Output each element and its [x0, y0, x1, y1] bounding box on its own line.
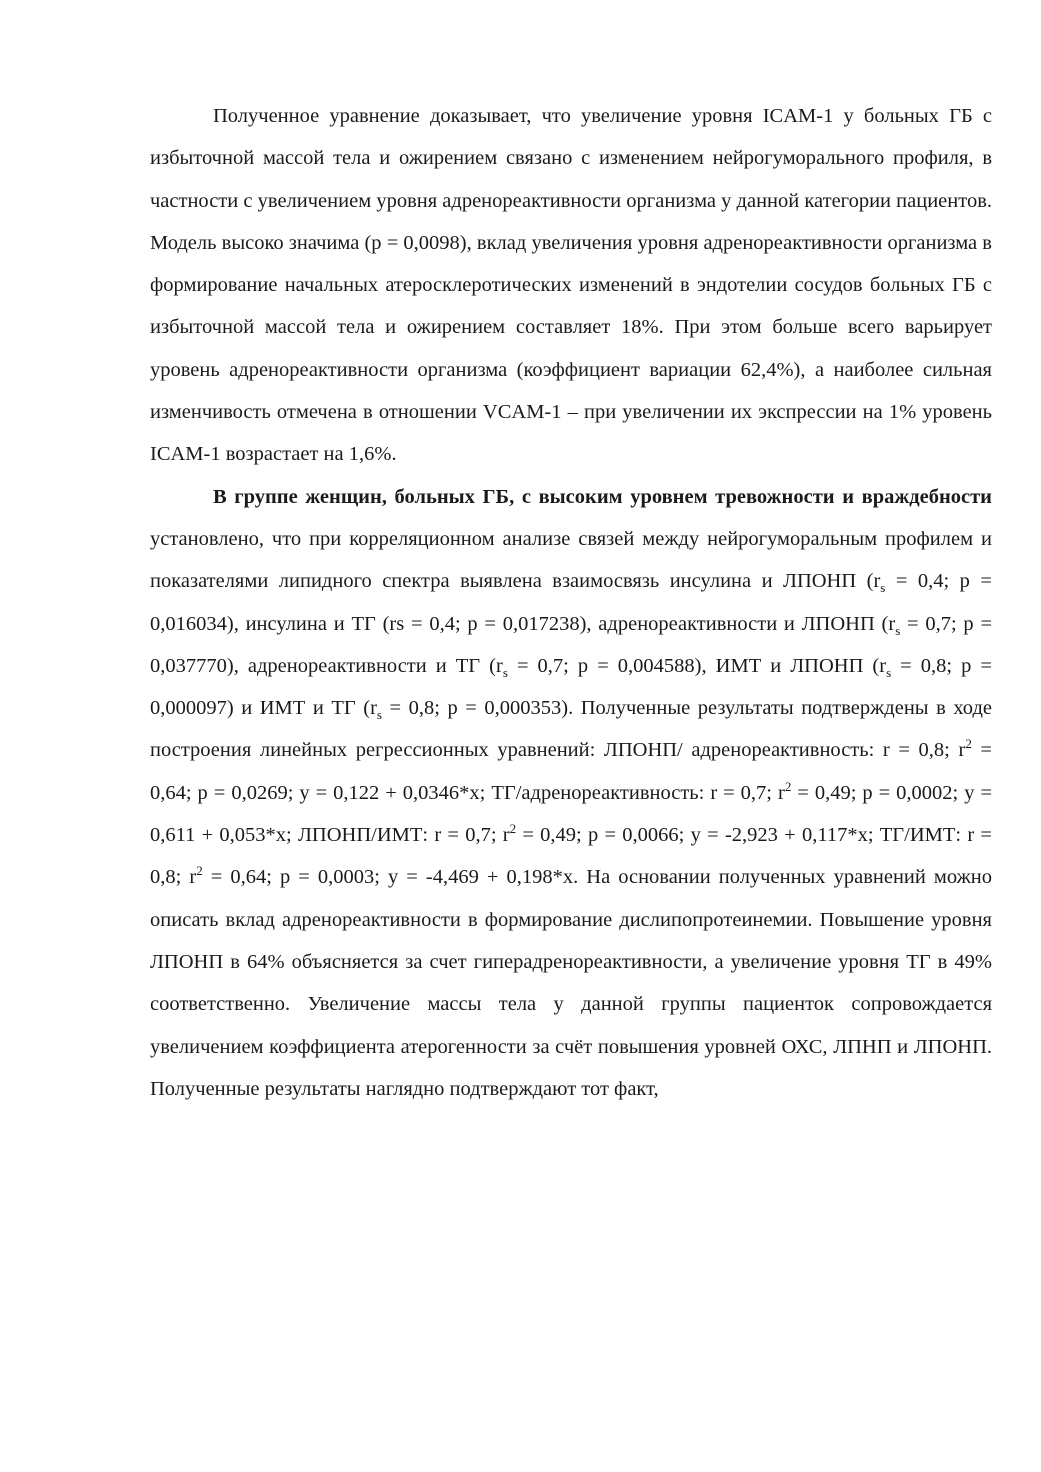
text-segment: установлено, что при корреляционном анализе связей между нейрогуморальным профилем и показателями липидного спектра выявлена взаимосвязь инсулина и ЛПОНП (r	[150, 527, 992, 593]
document-page	[150, 95, 992, 1110]
text-segment: = 0,64; p = 0,0003; y = -4,469 + 0,198*x. На основании полученных уравнений можно описать вклад адренореактивности в формирование дислипопротеинемии. Повышение уровня ЛПОНП в 64% объясняется за счет гиперадренореактивности, а увеличение уровня ТГ в 49% соответственно. Увеличение массы тела у данной группы пациенток сопровождается увеличением коэффициента атерогенности за счёт повышения уровней ОХС, ЛПНП и ЛПОНП. Полученные результаты наглядно подтверждают тот факт,	[150, 866, 992, 1100]
paragraph-2	[150, 476, 992, 1110]
text-segment: = 0,4; p = 0,016034), инсулина и ТГ (rs = 0,4; p = 0,017238), адренореактивности и ЛПОНП (r	[150, 570, 992, 635]
subscript-s: s	[880, 580, 886, 596]
text-segment: = 0,49; p = 0,0066; y = -2,923 + 0,117*x; ТГ/ИМТ: r = 0,8; r	[150, 824, 992, 889]
paragraph-1	[150, 95, 992, 476]
paragraph-1-text: Полученное уравнение доказывает, что увеличение уровня ICAM-1 у больных ГБ с избыточной массой тела и ожирением связано с изменением нейрогуморального профиля, в частности с увеличением уровня адренореактивности организма у данной категории пациентов. Модель высоко значима (p = 0,0098), вклад увеличения уровня адренореактивности организма в формирование начальных атеросклеротических изменений в эндотелии сосудов больных ГБ с избыточной массой тела и ожирением составляет 18%. При этом больше всего варьирует уровень адренореактивности организма (коэффициент вариации 62,4%), а наиболее сильная изменчивость отмечена в отношении VCAM-1 – при увеличении их экспрессии на 1% уровень ICAM-1 возрастает на 1,6%.	[150, 105, 992, 466]
subscript-s: s	[886, 664, 892, 680]
text-segment: = 0,64; p = 0,0269; y = 0,122 + 0,0346*x; ТГ/адренореактивность: r = 0,7; r	[150, 739, 992, 804]
superscript-2: 2	[509, 821, 517, 837]
text-segment: = 0,8; p = 0,000097) и ИМТ и ТГ (r	[150, 654, 992, 720]
superscript-2: 2	[965, 736, 972, 752]
superscript-2: 2	[784, 778, 792, 794]
paragraph-2-bold-lead: В группе женщин, больных ГБ, с высоким уровнем тревожности и враждебности	[213, 485, 992, 508]
text-segment: = 0,7; p = 0,037770), адренореактивности и ТГ (r	[150, 612, 992, 677]
subscript-s: s	[502, 664, 508, 680]
superscript-2: 2	[196, 863, 203, 879]
subscript-s: s	[895, 622, 901, 638]
text-segment: = 0,8; p = 0,000353). Полученные результаты подтверждены в ходе построения линейных регрессионных уравнений: ЛПОНП/ адренореактивность: r = 0,8; r	[150, 697, 992, 762]
subscript-s: s	[376, 707, 382, 723]
text-segment: = 0,7; p = 0,004588), ИМТ и ЛПОНП (r	[507, 654, 887, 677]
text-segment: = 0,49; p = 0,0002; y = 0,611 + 0,053*x; ЛПОНП/ИМТ: r = 0,7; r	[150, 781, 993, 847]
